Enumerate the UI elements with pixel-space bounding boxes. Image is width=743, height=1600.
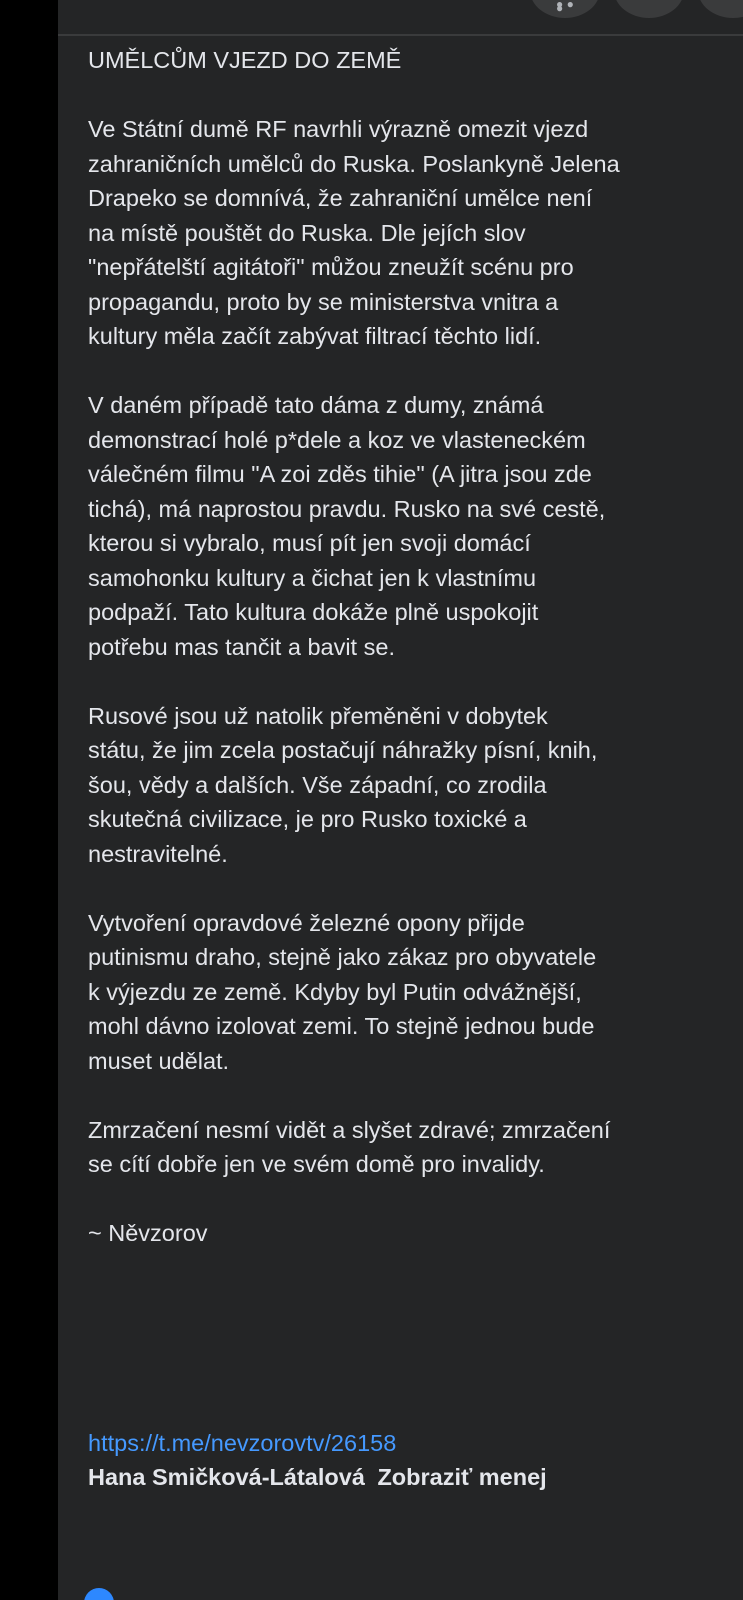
divider [58, 34, 743, 36]
post-paragraph: V daném případě tato dáma z dumy, známá demonstrací holé p*dele a koz ve vlasteneckém válečném filmu "A zoi zděs tihie" (A jitra jsou zde tichá), má naprostou pravdu. Rusko na své cestě, kterou si vybralo, musí pít jen svoji domácí samohonku kultury a čichat jen k vlastnímu podpaží. Tato kultura dokáže plně uspokojit potřebu mas tančit a bavit se. [88, 392, 606, 660]
post-body [88, 43, 738, 1251]
post-action-button-2[interactable] [698, 0, 743, 18]
show-less-toggle[interactable]: Zobraziť menej [377, 1464, 547, 1490]
more-icon: ● ● ● [556, 0, 574, 15]
post-signature: ~ Něvzorov [88, 1220, 208, 1246]
post-heading: UMĚLCŮM VJEZD DO ZEMĚ [88, 47, 402, 73]
post-action-button[interactable] [614, 0, 684, 18]
author-name[interactable]: Hana Smičková-Látalová [88, 1464, 365, 1490]
post-paragraph: Zmrzačení nesmí vidět a slyšet zdravé; zmrzačení se cítí dobře jen ve svém domě pro invalidy. [88, 1116, 611, 1177]
left-background-strip [0, 0, 58, 1600]
post-paragraph: Rusové jsou už natolik přeměněni v dobytek státu, že jim zcela postačují náhražky písní, knih, šou, vědy a dalších. Vše západní, co zrodila skutečná civilizace, je pro Rusko toxické a nestravitelné. [88, 702, 598, 867]
post-paragraph: Ve Státní dumě RF navrhli výrazně omezit vjezd zahraničních umělců do Ruska. Poslankyně Jelena Drapeko se domnívá, že zahraniční umělce není na místě pouštět do Ruska. Dle jejích slov "nepřátelští agitátoři" můžou zneužít scénu pro propagandu, proto by se ministerstva vnitra a kultury měla začít zabývat filtrací těchto lidí. [88, 116, 620, 349]
post-link[interactable]: https://t.me/nevzorovtv/26158 [88, 1430, 397, 1456]
author-line [88, 1460, 547, 1494]
more-options-button[interactable] [530, 0, 600, 18]
post-panel [58, 0, 743, 1600]
post-paragraph: Vytvoření opravdové železné opony přijde putinismu draho, stejně jako zákaz pro obyvatele k výjezdu ze země. Kdyby byl Putin odvážnější, mohl dávno izolovat zemi. To stejně jednou bude muset udělat. [88, 909, 597, 1074]
reaction-icon[interactable] [84, 1588, 114, 1600]
